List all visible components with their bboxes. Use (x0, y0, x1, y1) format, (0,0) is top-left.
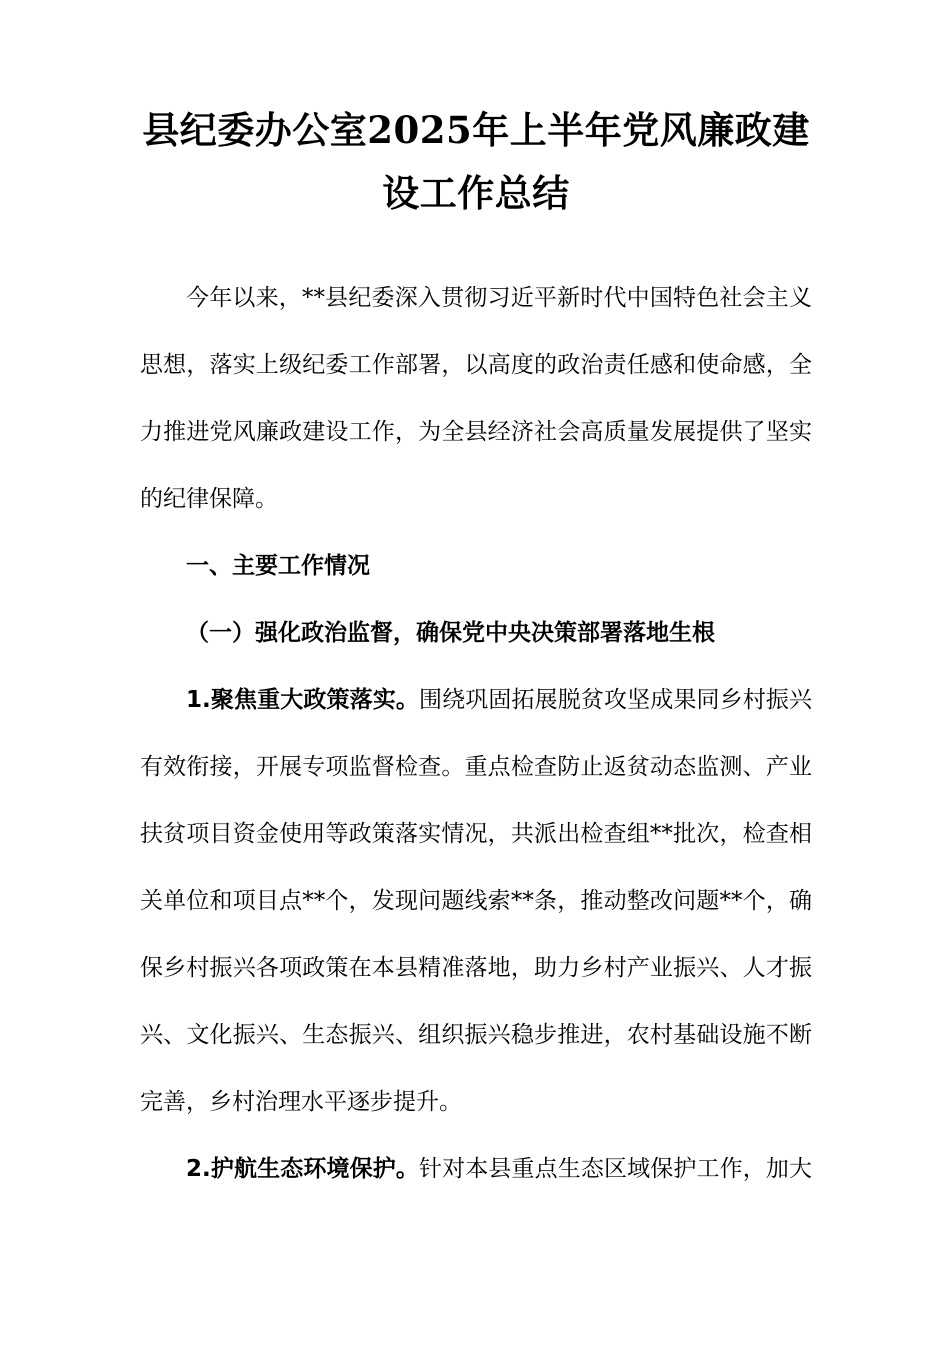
intro-paragraph: 今年以来，**县纪委深入贯彻习近平新时代中国特色社会主义思想，落实上级纪委工作部署，以高度的政治责任感和使命感，全力推进党风廉政建设工作，为全县经济社会高质量发展提供了坚实的纪律保障。 (140, 285, 812, 512)
item-1-lead: 1.聚焦重大政策落实。 (186, 687, 419, 713)
item-2-paragraph (140, 1136, 812, 1203)
subsection-1-heading: （一）强化政治监督，确保党中央决策部署落地生根 (186, 620, 715, 646)
document-title: 县纪委办公室2025年上半年党风廉政建设工作总结 (142, 108, 810, 215)
item-2-lead: 2.护航生态环境保护。 (186, 1156, 419, 1182)
section-1-heading: 一、主要工作情况 (186, 553, 370, 579)
item-1-paragraph (140, 667, 812, 1136)
item-1-text: 围绕巩固拓展脱贫攻坚成果同乡村振兴有效衔接，开展专项监督检查。重点检查防止返贫动态监测、产业扶贫项目资金使用等政策落实情况，共派出检查组**批次，检查相关单位和项目点**个，发现问题线索**条，推动整改问题**个，确保乡村振兴各项政策在本县精准落地，助力乡村产业振兴、人才振兴、文化振兴、生态振兴、组织振兴稳步推进，农村基础设施不断完善，乡村治理水平逐步提升。 (140, 687, 812, 1115)
item-2-text: 针对本县重点生态区域保护工作，加大 (419, 1156, 812, 1182)
